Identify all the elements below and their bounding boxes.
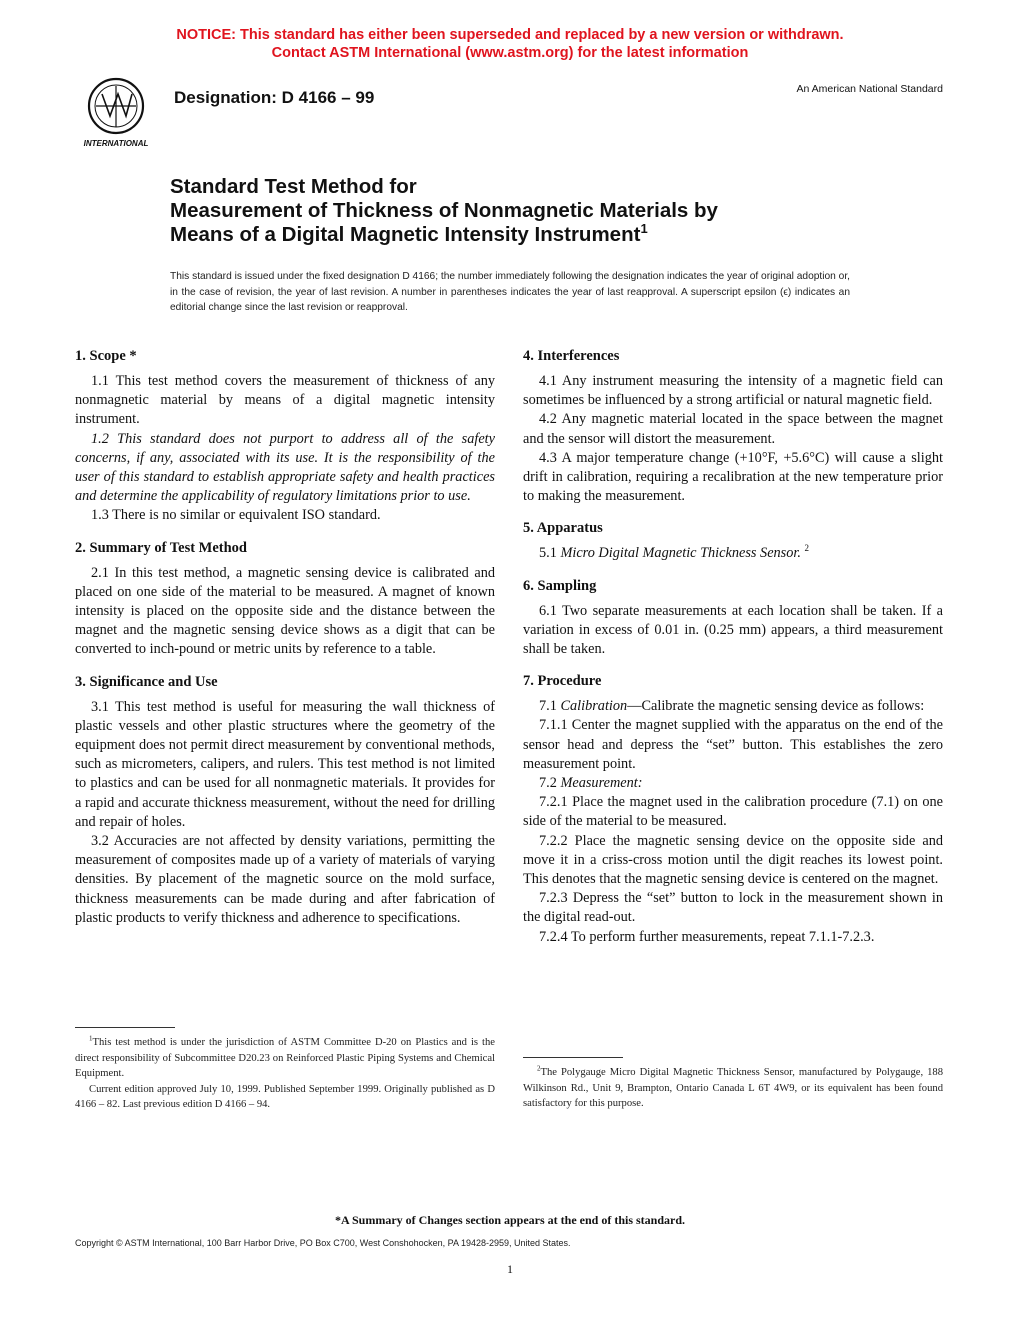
right-footnotes <box>523 1057 943 1112</box>
issued-note: This standard is issued under the fixed designation D 4166; the number immediately following the designation indicates the year of original adoption or, in the case of revision, the year of last revision. A number in parentheses indicates the year of last reapproval. A superscript epsilon (ϵ) indicates an editorial change since the last revision or reapproval. <box>170 271 850 313</box>
supersede-notice <box>0 26 1020 62</box>
section-heading: 2. Summary of Test Method <box>75 539 247 556</box>
measurement-term: Measurement: <box>560 775 643 792</box>
footnote-2-text: The Polygauge Micro Digital Magnetic Thickness Sensor, manufactured by Polygauge, 188 Wilkinson Rd., Unit 9, Brampton, Ontario Canada L 6T 4W9, or its equivalent has been found satisfactory for this purpose. <box>523 1067 943 1109</box>
document-title <box>170 175 970 247</box>
paragraph: 4.2 Any magnetic material located in the space between the magnet and the sensor will distort the measurement. <box>523 411 943 447</box>
paragraph: 7.2.4 To perform further measurements, repeat 7.1.1-7.2.3. <box>539 928 875 945</box>
footnote-2-ref: 2 <box>804 543 810 554</box>
calibration-term: Calibration <box>560 698 628 715</box>
paragraph <box>523 697 943 716</box>
copyright: Copyright © ASTM International, 100 Barr Harbor Drive, PO Box C700, West Conshohocken, PA 19428-2959, United States. <box>75 1238 571 1248</box>
national-standard-label: An American National Standard <box>796 83 943 95</box>
paragraph-number: 7.2 <box>539 775 557 792</box>
paragraph: 7.2.3 Depress the “set” button to lock in the measurement shown in the digital read-out. <box>523 890 943 926</box>
paragraph: 3.2 Accuracies are not affected by density variations, permitting the measurement of composites made up of a variety of materials of varying densities. By placement of the magnetic source on the mold surface, thickness measurements can be made during and after fabrication of plastic products to verify thickness and adherence to specifications. <box>75 833 495 926</box>
left-column <box>75 346 495 940</box>
footnote-2-marker: 2 <box>537 1064 541 1073</box>
paragraph: 1.3 There is no similar or equivalent ISO standard. <box>91 507 381 524</box>
section-interferences <box>523 346 943 506</box>
left-footnotes <box>75 1027 495 1113</box>
section-procedure <box>523 671 943 947</box>
section-heading: 4. Interferences <box>523 348 620 364</box>
footnote-1-marker: 1 <box>89 1034 93 1043</box>
section-heading: 3. Significance and Use <box>75 673 218 690</box>
section-summary <box>75 538 495 660</box>
footnote-1-text: This test method is under the jurisdiction of ASTM Committee D-20 on Plastics and is the direct responsibility of Subcommittee D20.23 on Reinforced Plastic Piping Systems and Chemical Equipment. <box>75 1037 495 1079</box>
paragraph: 4.1 Any instrument measuring the intensity of a magnetic field can sometimes be influenced by a strong artificial or natural magnetic field. <box>523 373 943 409</box>
page-number: 1 <box>507 1262 513 1276</box>
paragraph-text: —Calibrate the magnetic sensing device as follows: <box>627 698 925 715</box>
astm-logo-icon <box>66 72 166 152</box>
paragraph: 7.2.2 Place the magnetic sensing device on the opposite side and move it in a criss-cross motion until the digit reaches its lowest point. This denotes that the magnetic sensing device is centered on the magnet. <box>523 832 943 888</box>
section-scope <box>75 346 495 526</box>
notice-line-1: NOTICE: This standard has either been superseded and replaced by a new version or withdrawn. <box>176 27 844 43</box>
section-sampling <box>523 576 943 660</box>
section-heading: 1. Scope * <box>75 348 137 364</box>
designation: Designation: D 4166 – 99 <box>174 88 375 107</box>
section-heading: 5. Apparatus <box>523 520 603 537</box>
paragraph: 4.3 A major temperature change (+10°F, +5.6°C) will cause a slight drift in calibration, requiring a recalibration at the new temperature prior to making the measurement. <box>523 449 943 505</box>
paragraph <box>523 544 943 563</box>
paragraph-number: 7.1 <box>539 698 557 715</box>
footnote-divider <box>523 1057 623 1058</box>
section-heading: 6. Sampling <box>523 577 597 594</box>
right-column <box>523 346 943 959</box>
footnote-2 <box>523 1065 943 1112</box>
paragraph: 3.1 This test method is useful for measuring the wall thickness of plastic vessels and other plastic structures where the geometry of the equipment does not permit direct measurement by conventional methods, such as micrometers, calipers, and rulers. This test method is not limited to plastics and can be used for all nonmagnetic materials. It provides for a rapid and accurate thickness measurement, without the need for drilling and repair of holes. <box>75 698 495 830</box>
paragraph: 1.1 This test method covers the measurement of thickness of any nonmagnetic material by means of a digital magnetic intensity instrument. <box>75 373 495 428</box>
footnote-divider <box>75 1027 175 1028</box>
footnote-1 <box>75 1035 495 1113</box>
paragraph-number: 5.1 <box>539 545 557 562</box>
title-line-2: Measurement of Thickness of Nonmagnetic Materials by <box>170 199 718 222</box>
paragraph: 7.1.1 Center the magnet supplied with the apparatus on the end of the sensor head and depress the “set” button. This establishes the zero measurement point. <box>523 717 943 772</box>
paragraph-italic: 1.2 This standard does not purport to address all of the safety concerns, if any, associated with its use. It is the responsibility of the user of this standard to establish appropriate safety and health practices and determine the applicability of regulatory limitations prior to use. <box>75 430 495 505</box>
summary-of-changes-note: *A Summary of Changes section appears at the end of this standard. <box>334 1213 686 1227</box>
section-heading: 7. Procedure <box>523 673 602 690</box>
title-footnote-marker: 1 <box>640 221 648 237</box>
section-apparatus <box>523 518 943 563</box>
paragraph: 6.1 Two separate measurements at each location shall be taken. If a variation in excess of 0.01 in. (0.25 mm) appears, a third measurement shall be taken. <box>523 602 943 658</box>
notice-line-2: Contact ASTM International (www.astm.org) for the latest information <box>271 45 749 61</box>
title-line-3 <box>170 223 970 247</box>
paragraph: 2.1 In this test method, a magnetic sensing device is calibrated and placed on one side of the material to be measured. A magnet of known intensity is placed on the opposite side and the distance between the magnet and the magnetic sensing device shows as a digit that can be converted to inch-pound or metric units by reference to a table. <box>75 564 495 658</box>
title-line-1: Standard Test Method for <box>170 175 417 198</box>
paragraph: 7.2.1 Place the magnet used in the calibration procedure (7.1) on one side of the material to be measured. <box>523 794 943 830</box>
logo-subtext: INTERNATIONAL <box>83 139 149 148</box>
astm-logo <box>66 72 166 152</box>
section-significance <box>75 672 495 928</box>
title-line-3-text: Means of a Digital Magnetic Intensity Instrument <box>170 223 641 246</box>
footnote-1-edition: Current edition approved July 10, 1999. Published September 1999. Originally published as D 4166 – 82. Last previous edition D 4166 – 94. <box>75 1083 495 1110</box>
apparatus-name: Micro Digital Magnetic Thickness Sensor. <box>560 545 801 562</box>
paragraph <box>523 774 943 793</box>
